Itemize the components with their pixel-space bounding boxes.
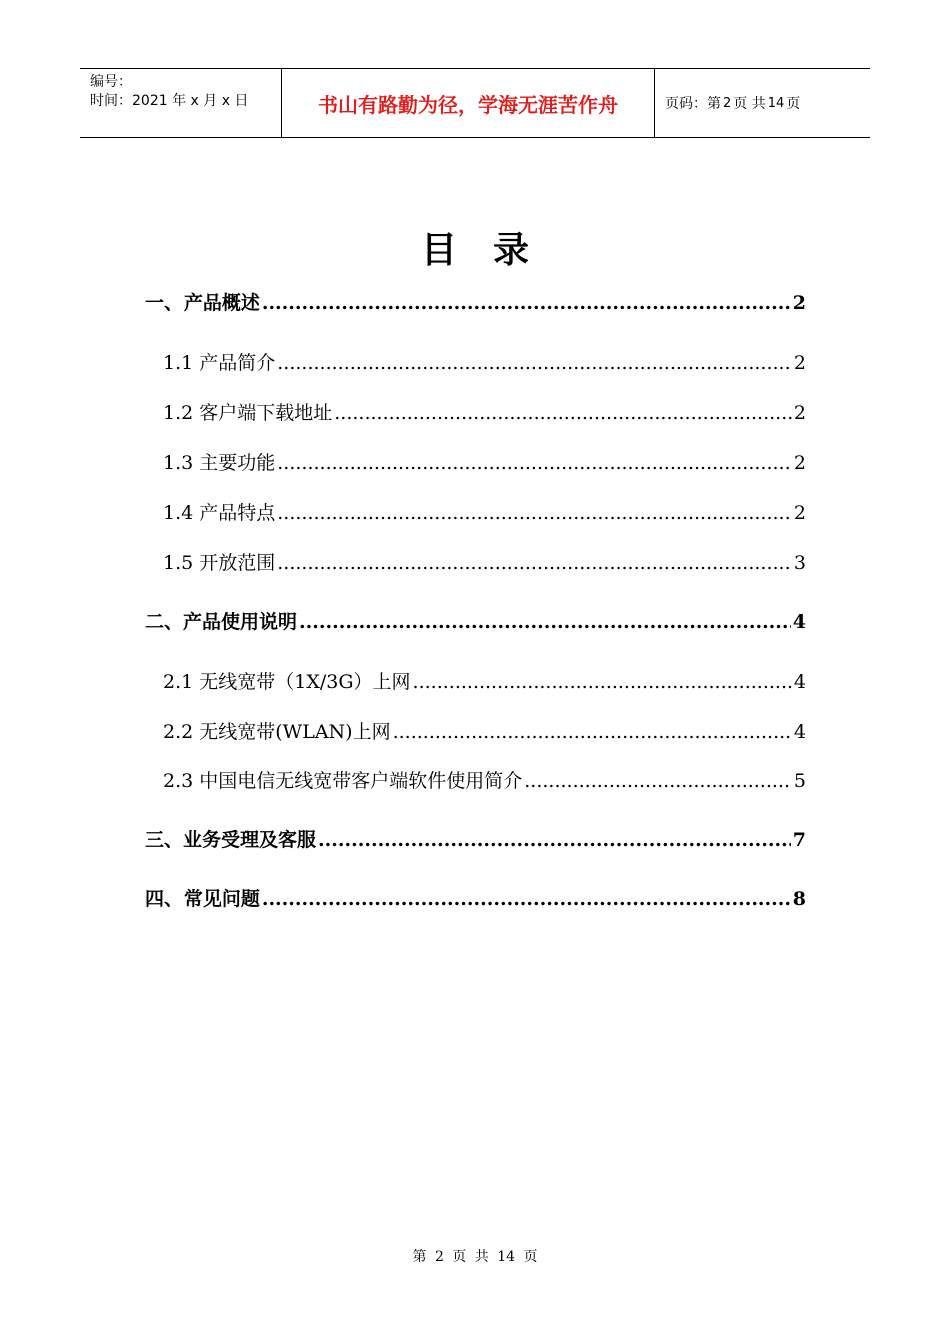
- toc-entry-page: 2: [792, 292, 806, 314]
- toc-entry-page: 4: [793, 721, 806, 743]
- toc-entry[interactable]: [163, 766, 806, 793]
- toc-entry[interactable]: [163, 548, 806, 575]
- toc-entry-number: 一、: [145, 292, 184, 314]
- toc-entry-label: 1.4 产品特点: [163, 502, 276, 524]
- toc-dot-leader: [299, 611, 791, 633]
- toc-entry-label: 产品概述: [183, 292, 260, 314]
- header-page-info: [655, 69, 870, 137]
- toc-dot-leader: [413, 671, 792, 693]
- toc-entry-page: 2: [793, 452, 806, 474]
- toc-entry-page: 2: [793, 402, 806, 424]
- toc-entry[interactable]: [163, 667, 806, 694]
- toc-dot-leader: [393, 721, 792, 743]
- page-prefix: 页码：第: [665, 96, 721, 112]
- toc-dot-leader: [334, 402, 792, 424]
- toc-entry[interactable]: [145, 825, 806, 852]
- header-meta: [80, 69, 282, 137]
- toc-dot-leader: [277, 552, 792, 574]
- toc-entry-label: 业务受理及客服: [183, 829, 317, 851]
- toc-entry-number: 二、: [145, 611, 184, 633]
- toc-entry[interactable]: [145, 884, 806, 911]
- toc-entry[interactable]: [163, 398, 806, 425]
- document-time-label: 时间：2021 年 x 月 x 日: [90, 93, 249, 109]
- toc-entry-page: 2: [793, 502, 806, 524]
- page-footer: 第 2 页 共 14 页: [412, 1249, 538, 1265]
- toc-entry-label: 1.5 开放范围: [163, 552, 276, 574]
- page-header: [80, 68, 870, 138]
- toc-entry-label: 1.2 客户端下载地址: [163, 402, 333, 424]
- toc-entry-page: 7: [792, 829, 806, 851]
- toc-entry-number: 四、: [145, 888, 184, 910]
- toc-entry-page: 2: [793, 352, 806, 374]
- toc-entry[interactable]: [163, 498, 806, 525]
- toc-entry-label: 常见问题: [183, 888, 260, 910]
- toc-entry-label: 2.2 无线宽带(WLAN)上网: [163, 721, 391, 743]
- toc-entry-number: 三、: [145, 829, 184, 851]
- toc-entry-label: 1.1 产品简介: [163, 352, 276, 374]
- header-motto: 书山有路勤为径，学海无涯苦作舟: [282, 69, 655, 137]
- toc-entry-page: 3: [793, 552, 806, 574]
- toc-entry-label: 2.3 中国电信无线宽带客户端软件使用简介: [163, 770, 523, 792]
- toc-entry-page: 4: [792, 611, 806, 633]
- toc-dot-leader: [262, 888, 791, 910]
- toc-entry[interactable]: [163, 717, 806, 744]
- toc-entry[interactable]: [163, 448, 806, 475]
- toc-dot-leader: [277, 352, 792, 374]
- toc-entry-page: 4: [793, 671, 806, 693]
- toc-entry-page: 5: [793, 770, 806, 792]
- page-title: 目录: [420, 230, 565, 271]
- toc-dot-leader: [277, 502, 792, 524]
- toc-dot-leader: [277, 452, 792, 474]
- toc-entry[interactable]: [145, 607, 806, 634]
- page-total: 14: [767, 95, 785, 111]
- document-number-label: 编号：: [90, 74, 132, 90]
- toc-entry[interactable]: [145, 288, 806, 315]
- page-current: 2: [723, 95, 732, 111]
- toc-dot-leader: [318, 829, 791, 851]
- toc-dot-leader: [524, 770, 792, 792]
- page-suffix: 页: [786, 96, 801, 112]
- toc-entry-page: 8: [792, 888, 806, 910]
- toc-dot-leader: [262, 292, 791, 314]
- toc-entry-label: 2.1 无线宽带（1X/3G）上网: [163, 671, 411, 693]
- toc-entry[interactable]: [163, 348, 806, 375]
- toc-entry-label: 产品使用说明: [183, 611, 298, 633]
- toc-entry-label: 1.3 主要功能: [163, 452, 276, 474]
- page-mid: 页 共: [733, 96, 766, 112]
